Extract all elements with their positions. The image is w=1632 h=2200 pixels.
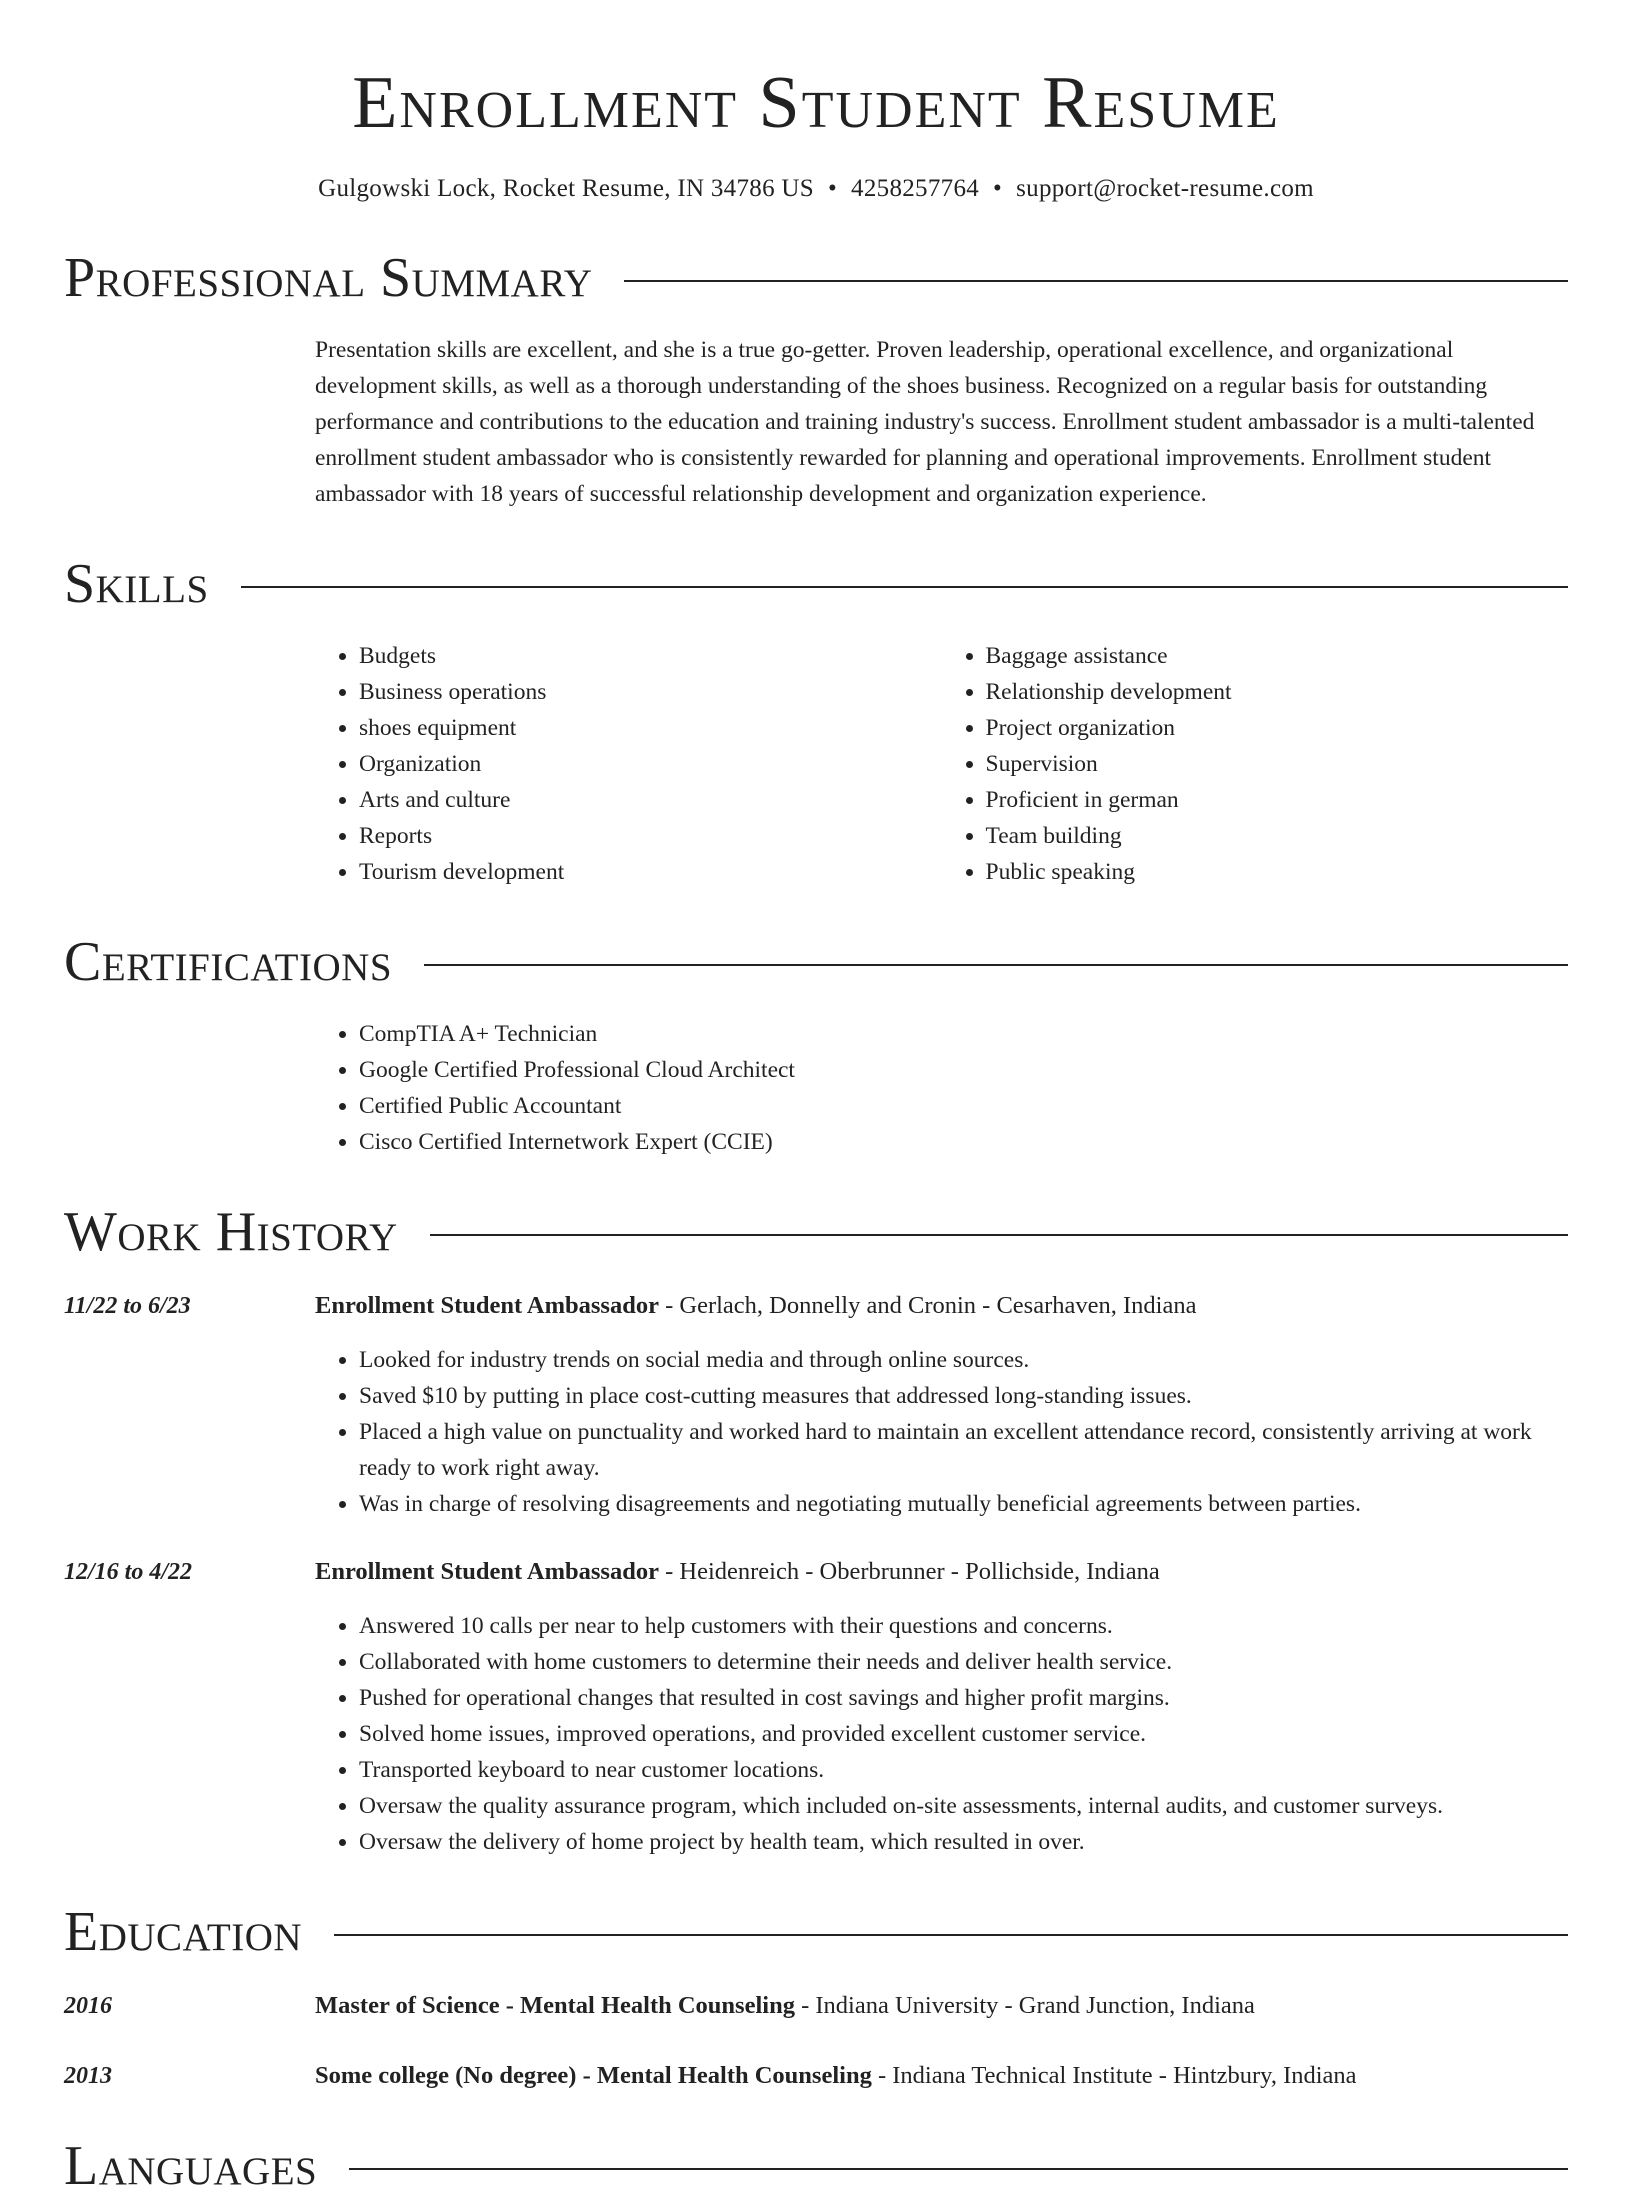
work-entry [64, 1554, 1568, 1860]
job-employer: - Gerlach, Donnelly and Cronin - Cesarhaven, Indiana [658, 1292, 1197, 1319]
section-divider [349, 2168, 1568, 2170]
degree: Master of Science - Mental Health Counseling [315, 1992, 795, 2019]
work-body [315, 1554, 1568, 1860]
section-title: Work History [64, 1201, 398, 1263]
work-date: 12/16 to 4/22 [64, 1559, 193, 1585]
work-bullet: • Pushed for operational changes that resulted in cost savings and higher profit margins. [359, 1680, 1568, 1716]
section-title: Certifications [64, 931, 393, 993]
resume-page [64, 0, 1568, 2200]
section-header-languages [64, 2132, 1568, 2200]
school: - Indiana University - Grand Junction, Indiana [794, 1992, 1255, 2019]
section-header-certifications [64, 928, 1568, 996]
job-employer: - Heidenreich - Oberbrunner - Pollichside, Indiana [658, 1558, 1160, 1585]
phone: 4258257764 [851, 175, 980, 202]
skill-item: • shoes equipment [359, 710, 942, 746]
job-title: Enrollment Student Ambassador [315, 1558, 659, 1585]
section-divider [424, 964, 1568, 966]
section-divider [624, 280, 1568, 282]
skill-item: • Public speaking [986, 854, 1569, 890]
certification-item: • Certified Public Accountant [359, 1088, 1568, 1124]
skill-item: • Arts and culture [359, 782, 942, 818]
skill-item: • Business operations [359, 674, 942, 710]
skill-item: • Organization [359, 746, 942, 782]
work-bullet: • Placed a high value on punctuality and worked hard to maintain an excellent attendance record, consistently arriving at work ready to work right away. [359, 1414, 1568, 1486]
email: support@rocket-resume.com [1016, 175, 1314, 202]
education-date: 2013 [64, 2063, 112, 2089]
skill-item: • Project organization [986, 710, 1569, 746]
certification-item: • Google Certified Professional Cloud Architect [359, 1052, 1568, 1088]
skill-item: • Tourism development [359, 854, 942, 890]
skill-item: • Reports [359, 818, 942, 854]
skills-grid [315, 638, 1568, 890]
contact-line [64, 172, 1568, 206]
work-bullet: • Looked for industry trends on social media and through online sources. [359, 1342, 1568, 1378]
education-entry [64, 1988, 1568, 2024]
section-title: Languages [64, 2135, 318, 2197]
work-title-line [315, 1554, 1568, 1590]
certification-item: • Cisco Certified Internetwork Expert (CCIE) [359, 1124, 1568, 1160]
work-bullets [315, 1608, 1568, 1860]
section-divider [334, 1934, 1568, 1936]
education-entry [64, 2058, 1568, 2094]
education-date: 2016 [64, 1993, 112, 2019]
work-bullet: • Answered 10 calls per near to help customers with their questions and concerns. [359, 1608, 1568, 1644]
degree: Some college (No degree) - Mental Health Counseling [315, 2062, 872, 2089]
work-bullet: • Was in charge of resolving disagreements and negotiating mutually beneficial agreements between parties. [359, 1486, 1568, 1522]
work-entry [64, 1288, 1568, 1522]
resume-name: Enrollment Student Resume [352, 62, 1280, 144]
certification-item: • CompTIA A+ Technician [359, 1016, 1568, 1052]
work-bullets [315, 1342, 1568, 1522]
work-bullet: • Oversaw the delivery of home project by health team, which resulted in over. [359, 1824, 1568, 1860]
skill-item: • Supervision [986, 746, 1569, 782]
section-divider [430, 1234, 1568, 1236]
certifications-list [315, 1016, 1568, 1160]
section-title: Professional Summary [64, 247, 593, 309]
work-bullet: • Collaborated with home customers to determine their needs and deliver health service. [359, 1644, 1568, 1680]
work-body [315, 1288, 1568, 1522]
education-body [315, 2058, 1357, 2094]
work-bullet: • Oversaw the quality assurance program, which included on-site assessments, internal audits, and customer surveys. [359, 1788, 1568, 1824]
section-header-skills [64, 550, 1568, 618]
separator: • [827, 175, 838, 202]
section-title: Skills [64, 553, 209, 615]
section-divider [241, 586, 1568, 588]
education-body [315, 1988, 1255, 2024]
skill-item: • Team building [986, 818, 1569, 854]
skill-item: • Proficient in german [986, 782, 1569, 818]
work-bullet: • Transported keyboard to near customer locations. [359, 1752, 1568, 1788]
certifications-ul [315, 1016, 1568, 1160]
work-date: 11/22 to 6/23 [64, 1293, 191, 1319]
section-header-summary [64, 244, 1568, 312]
section-header-work [64, 1198, 1568, 1266]
skill-item: • Relationship development [986, 674, 1569, 710]
address: Gulgowski Lock, Rocket Resume, IN 34786 US [318, 175, 814, 202]
skill-item: • Baggage assistance [986, 638, 1569, 674]
summary-text: Presentation skills are excellent, and she is a true go-getter. Proven leadership, operational excellence, and organizational development skills, as well as a thorough understanding of the shoes business. Recognized on a regular basis for outstanding performance and contributions to the education and training industry's success. Enrollment student ambassador is a multi-talented enrollment student ambassador who is consistently rewarded for planning and operational improvements. Enrollment student ambassador with 18 years of successful relationship development and organization experience. [315, 337, 1535, 507]
section-title: Education [64, 1901, 303, 1963]
skills-list-left [315, 638, 942, 890]
job-title: Enrollment Student Ambassador [315, 1292, 659, 1319]
work-bullet: • Saved $10 by putting in place cost-cutting measures that addressed long-standing issues. [359, 1378, 1568, 1414]
work-bullet: • Solved home issues, improved operations, and provided excellent customer service. [359, 1716, 1568, 1752]
work-title-line [315, 1288, 1568, 1324]
separator: • [993, 175, 1003, 202]
school: - Indiana Technical Institute - Hintzbury, Indiana [871, 2062, 1357, 2089]
skill-item: • Budgets [359, 638, 942, 674]
section-header-education [64, 1898, 1568, 1966]
skills-list-right [942, 638, 1569, 890]
